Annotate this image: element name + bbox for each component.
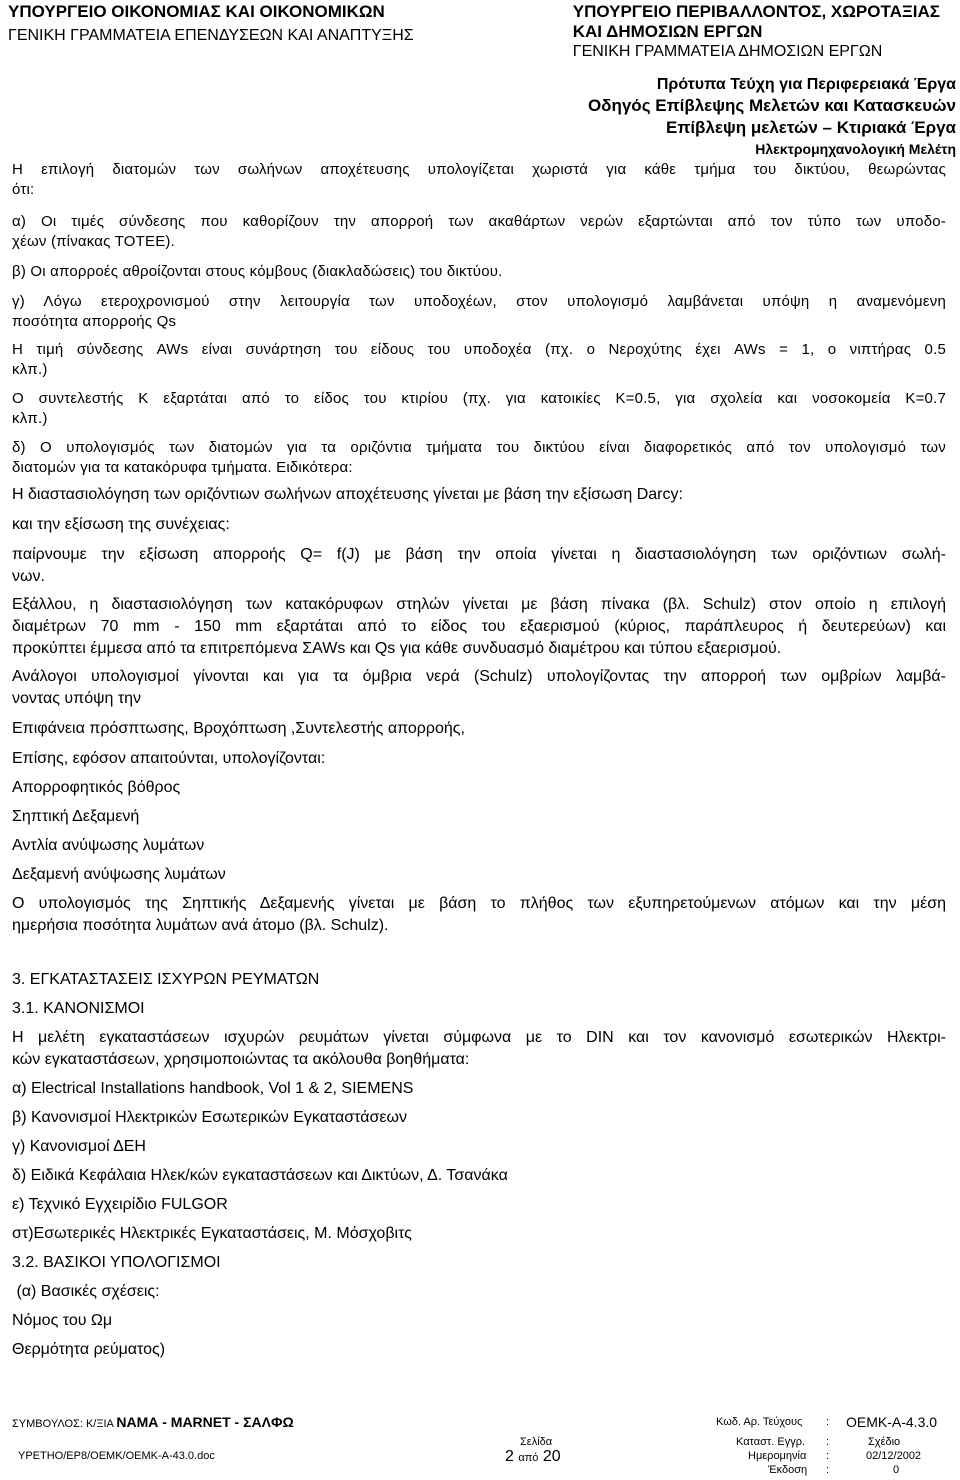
reference-item: ε) Τεχνικό Εγχειρίδιο FULGOR: [12, 1196, 228, 1213]
reference-item: γ) Κανονισμοί ΔΕΗ: [12, 1138, 146, 1155]
body-line: α) Οι τιμές σύνδεσης που καθορίζουν την απορροή των ακαθάρτων νερών εξαρτώνται από τον τύπο των υποδο-: [12, 213, 946, 230]
body-line: Αντλία ανύψωσης λυμάτων: [12, 837, 205, 854]
body-line: Η μελέτη εγκαταστάσεων ισχυρών ρευμάτων γίνεται σύμφωνα με το DIN και τον κανονισμό εσωτερικών Ηλεκτρι-: [12, 1029, 946, 1046]
reference-item: β) Κανονισμοί Ηλεκτρικών Εσωτερικών Εγκαταστάσεων: [12, 1109, 408, 1126]
body-line: Δεξαμενή ανύψωσης λυμάτων: [12, 866, 226, 883]
page-of: από: [518, 1452, 539, 1464]
body-line: νοντας υπόψη την: [12, 690, 142, 707]
reference-item: στ)Εσωτερικές Ηλεκτρικές Εγκαταστάσεις, Μ. Μόσχοβιτς: [12, 1225, 412, 1242]
consultant-label: ΣΥΜΒΟΥΛΟΣ: Κ/ΞΙΑ: [12, 1418, 114, 1430]
page-number: [505, 1448, 561, 1466]
body-line: ποσότητα απορροής Qs: [12, 313, 177, 330]
body-line: κών εγκαταστάσεων, χρησιμοποιώντας τα ακόλουθα βοηθήματα:: [12, 1051, 470, 1068]
section-heading: 3. ΕΓΚΑΤΑΣΤΑΣΕΙΣ ΙΣΧΥΡΩΝ ΡΕΥΜΑΤΩΝ: [12, 971, 320, 988]
body-line: β) Οι απορροές αθροίζονται στους κόμβους (διακλαδώσεις) του δικτύου.: [12, 263, 503, 280]
ministry-environment-title-1: ΥΠΟΥΡΓΕΙΟ ΠΕΡΙΒΑΛΛΟΝΤΟΣ, ΧΩΡΟΤΑΞΙΑΣ: [572, 2, 940, 21]
consultant: [12, 1414, 294, 1430]
page-label: Σελίδα: [520, 1436, 553, 1448]
date-label: Ημερομηνία: [748, 1450, 807, 1462]
body-line: Εξάλλου, η διαστασιολόγηση των κατακόρυφων στηλών γίνεται με βάση πίνακα (βλ. Schulz) στον οποίο η επιλογή: [12, 596, 946, 613]
header-right: [573, 2, 940, 62]
body-line: γ) Λόγω ετεροχρονισμού στην λειτουργία των υποδοχέων, στον υπολογισμό λαμβάνεται υπόψη η αναμενόμενη: [12, 293, 946, 310]
body-line: Επίσης, εφόσον απαιτούνται, υπολογίζονται:: [12, 750, 326, 767]
doc-code-colon: :: [826, 1416, 830, 1428]
reference-item: δ) Ειδικά Κεφάλαια Ηλεκ/κών εγκαταστάσεων και Δικτύων, Δ. Τσανάκα: [12, 1167, 508, 1184]
body-line: ημερήσια ποσότητα λυμάτων ανά άτομο (βλ. Schulz).: [12, 917, 389, 934]
body-line: Σηπτική Δεξαμενή: [12, 808, 140, 825]
edition-value: 0: [893, 1464, 900, 1476]
ministry-environment-subtitle: ΓΕΝΙΚΗ ΓΡΑΜΜΑΤΕΙΑ ΔΗΜΟΣΙΩΝ ΕΡΓΩΝ: [572, 43, 883, 60]
header-left: [8, 2, 414, 46]
body-line: παίρνουμε την εξίσωση απορροής Q= f(J) με βάση την οποία γίνεται η διαστασιολόγηση των οριζόντιων σωλή-: [12, 546, 946, 563]
page-footer: [0, 1412, 960, 1480]
record-state-label: Καταστ. Εγγρ.: [736, 1436, 806, 1448]
project-title-line-4: Ηλεκτρομηχανολογική Μελέτη: [755, 141, 956, 157]
project-title-block: [588, 74, 956, 159]
edition-colon: :: [826, 1464, 830, 1476]
subsection-heading: 3.2. ΒΑΣΙΚΟΙ ΥΠΟΛΟΓΙΣΜΟΙ: [12, 1254, 221, 1271]
page-current: 2: [505, 1448, 514, 1465]
body-line: Νόμος του Ωμ: [12, 1312, 113, 1329]
doc-code-value: ΟΕΜΚ-Α-4.3.0: [846, 1414, 938, 1430]
document-body: [12, 160, 946, 1361]
record-state-colon: :: [826, 1436, 830, 1448]
body-line: Ο συντελεστής K εξαρτάται από το είδος του κτιρίου (πχ. για κατοικίες K=0.5, για σχολεία και νοσοκομεία K=0.7: [12, 390, 946, 407]
body-line: προκύπτει έμμεσα από τα επιτρεπόμενα ΣAWs και Qs για κάθε συνδυασμό διαμέτρου και τύπου εξαερισμού.: [12, 640, 782, 657]
body-line: Απορροφητικός βόθρος: [12, 779, 181, 796]
body-line: διατομών για τα κατακόρυφα τμήματα. Ειδικότερα:: [12, 459, 353, 476]
body-line: κλπ.): [12, 361, 48, 378]
project-title-line-1: Πρότυπα Τεύχη για Περιφερειακά Έργα: [656, 76, 956, 93]
ministry-economy-title: ΥΠΟΥΡΓΕΙΟ ΟΙΚΟΝΟΜΙΑΣ ΚΑΙ ΟΙΚΟΝΟΜΙΚΩΝ: [8, 2, 385, 21]
body-line: (α) Βασικές σχέσεις:: [12, 1283, 160, 1300]
body-line: νων.: [12, 568, 45, 585]
ministry-environment-title-2: ΚΑΙ ΔΗΜΟΣΙΩΝ ΕΡΓΩΝ: [572, 22, 763, 41]
body-line: Ο υπολογισμός της Σηπτικής Δεξαμενής γίνεται με βάση το πλήθος των εξυπηρετούμενων ατόμων και την μέση: [12, 895, 946, 912]
body-line: ότι:: [12, 181, 35, 198]
consultant-name: ΝΑΜΑ - ΜΑRΝΕΤ - ΣΑΛΦΩ: [116, 1414, 294, 1430]
subsection-heading: 3.1. ΚΑΝΟΝΙΣΜΟΙ: [12, 1000, 145, 1017]
body-line: Θερμότητα ρεύματος): [12, 1341, 166, 1358]
project-title-line-2: Οδηγός Επίβλεψης Μελετών και Κατασκευών: [587, 96, 956, 115]
body-line: και την εξίσωση της συνέχειας:: [12, 516, 230, 533]
ministry-economy-subtitle: ΓΕΝΙΚΗ ΓΡΑΜΜΑΤΕΙΑ ΕΠΕΝΔΥΣΕΩΝ ΚΑΙ ΑΝΑΠΤΥΞΗΣ: [8, 27, 414, 44]
doc-code-label: Κωδ. Αρ. Τεύχους: [716, 1416, 803, 1428]
date-value: 02/12/2002: [866, 1450, 922, 1462]
page-total: 20: [542, 1448, 561, 1465]
body-line: Επιφάνεια πρόσπτωσης, Βροχόπτωση ,Συντελεστής απορροής,: [12, 720, 465, 737]
record-state-value: Σχέδιο: [868, 1436, 901, 1448]
body-line: δ) Ο υπολογισμός των διατομών για τα οριζόντια τμήματα του δικτύου είναι διαφορετικός από τον υπολογισμό των: [12, 439, 946, 456]
body-line: διαμέτρων 70 mm - 150 mm εξαρτάται από το είδος του εξαερισμού (κύριος, παράπλευρος ή δευτερεύων) και: [12, 618, 946, 635]
body-line: Η τιμή σύνδεσης AWs είναι συνάρτηση του είδους του υποδοχέα (πχ. ο Νεροχύτης έχει AWs = 1, ο νιπτήρας 0.5: [12, 341, 946, 358]
body-line: Η επιλογή διατομών των σωλήνων αποχέτευσης υπολογίζεται χωριστά για κάθε τμήμα του δικτύου, θεωρώντας: [12, 161, 946, 178]
body-line: χέων (πίνακας ΤΟΤΕΕ).: [12, 233, 175, 250]
body-line: κλπ.): [12, 410, 48, 427]
body-line: Η διαστασιολόγηση των οριζόντιων σωλήνων αποχέτευσης γίνεται με βάση την εξίσωση Darcy:: [12, 486, 683, 503]
reference-item: α) Electrical Installations handbook, Vol 1 & 2, SIEMENS: [12, 1080, 414, 1097]
body-line: Ανάλογοι υπολογισμοί γίνονται και για τα όμβρια νερά (Schulz) υπολογίζοντας την απορροή των ομβρίων λαμβά-: [12, 668, 946, 685]
edition-label: Έκδοση: [768, 1464, 808, 1476]
project-title-line-3: Επίβλεψη μελετών – Κτιριακά Έργα: [665, 118, 956, 137]
file-name: ΥΡΕΤΗΟ/ΕΡ8/ΟΕΜΚ/ΟΕΜΚ-Α-43.0.doc: [18, 1450, 215, 1462]
date-colon: :: [826, 1450, 830, 1462]
